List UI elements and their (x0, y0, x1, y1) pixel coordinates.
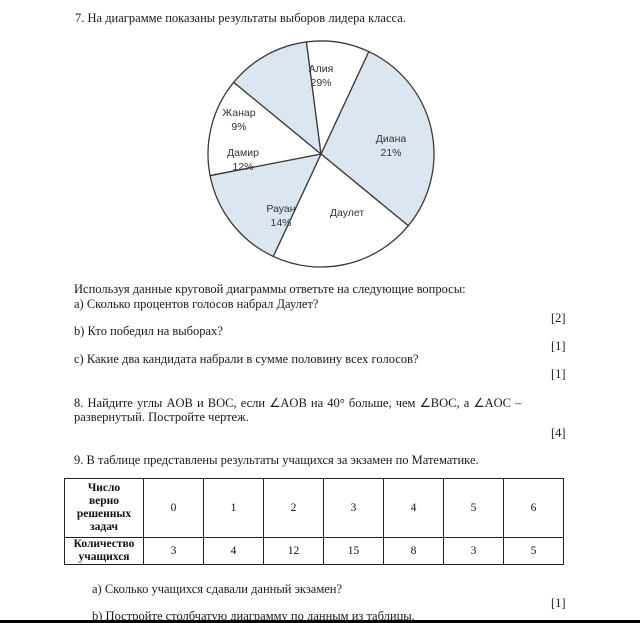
q9-title: 9. В таблице представлены результаты учащихся за экзамен по Математике. (74, 453, 479, 467)
q7-question-b: b) Кто победил на выборах? (74, 324, 223, 338)
table-cell: 4 (204, 538, 264, 565)
header-students-count: Количество учащихся (65, 538, 144, 565)
pie-label-value: 29% (310, 77, 332, 89)
table-cell: 2 (264, 479, 324, 538)
pie-label-name: Жанар (222, 107, 256, 119)
pie-label-value: 12% (232, 161, 254, 173)
table-cell: 4 (384, 479, 444, 538)
q7-question-a: а) Сколько процентов голосов набрал Даулет? (74, 297, 319, 311)
pie-label-name: Дамир (227, 147, 259, 159)
table-cell: 3 (144, 538, 204, 565)
q7-a-mark: [2] (551, 311, 566, 325)
q9-question-a: a) Сколько учащихся сдавали данный экзамен? (92, 582, 343, 596)
results-table (64, 478, 564, 565)
q7-intro: Используя данные круговой диаграммы ответьте на следующие вопросы: (74, 282, 466, 296)
table-cell: 15 (324, 538, 384, 565)
pie-label-name: Рауан (266, 203, 296, 215)
table-cell: 3 (444, 538, 504, 565)
table-cell: 0 (144, 479, 204, 538)
pie-label-value: 14% (270, 217, 292, 229)
table-cell: 1 (204, 479, 264, 538)
table-cell: 3 (324, 479, 384, 538)
q7-title: 7. На диаграмме показаны результаты выборов лидера класса. (75, 11, 406, 25)
q9-question-b: b) Постройте столбчатую диаграмму по данным из таблицы. (92, 609, 415, 623)
q8-text-line1: 8. Найдите углы AOB и BOC, если ∠AOB на 40° больше, чем ∠BOC, а ∠AOC – (74, 396, 522, 410)
pie-label-name: Даулет (329, 207, 365, 219)
pie-label-value: 9% (231, 121, 247, 133)
table-cell: 6 (504, 479, 564, 538)
q8-mark: [4] (551, 426, 566, 440)
q9-a-mark: [1] (551, 596, 566, 610)
q7-b-mark: [1] (551, 339, 566, 353)
table-cell: 5 (444, 479, 504, 538)
pie-label-name: Алия (308, 63, 334, 75)
table-cell: 12 (264, 538, 324, 565)
q8-text-line2: развернутый. Постройте чертеж. (74, 410, 249, 424)
table-row (65, 538, 564, 565)
q7-c-mark: [1] (551, 367, 566, 381)
table-row (65, 479, 564, 538)
header-solved-tasks: Число верно решенных задач (65, 479, 144, 538)
table-cell: 5 (504, 538, 564, 565)
q7-question-c: с) Какие два кандидата набрали в сумме половину всех голосов? (74, 352, 419, 366)
table-cell: 8 (384, 538, 444, 565)
pie-label-value: 21% (380, 147, 402, 159)
pie-label-name: Диана (375, 133, 407, 145)
